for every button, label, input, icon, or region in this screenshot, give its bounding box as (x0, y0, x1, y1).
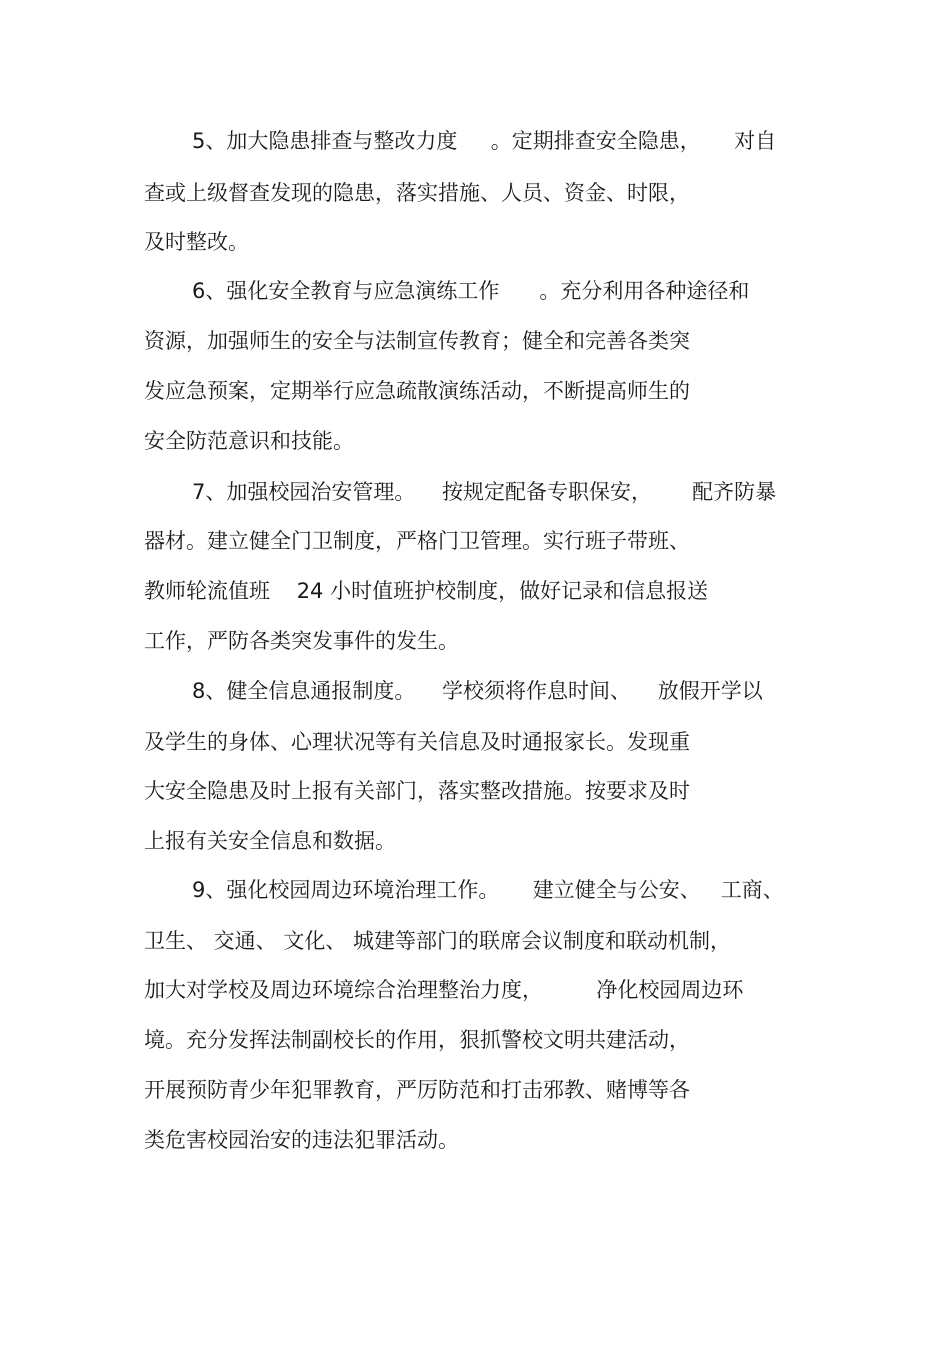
paragraph-line: 资源，加强师生的安全与法制宣传教育；健全和完善各类突 (144, 329, 690, 353)
paragraph-line: 5、加大隐患排查与整改力度 。定期排查安全隐患， 对自 (192, 129, 777, 153)
paragraph-line: 工作，严防各类突发事件的发生。 (144, 629, 459, 653)
paragraph-line: 上报有关安全信息和数据。 (144, 829, 396, 853)
paragraph-line: 加大对学校及周边环境综合治理整治力度， 净化校园周边环 (144, 978, 744, 1002)
paragraph-line: 安全防范意识和技能。 (144, 429, 354, 453)
paragraph-line: 8、健全信息通报制度。 学校须将作息时间、 放假开学以 (192, 679, 763, 703)
paragraph-line: 9、强化校园周边环境治理工作。 建立健全与公安、 工商、 (192, 878, 784, 902)
paragraph-line: 查或上级督查发现的隐患，落实措施、人员、资金、时限， (144, 181, 690, 205)
paragraph-line: 卫生、 交通、 文化、 城建等部门的联席会议制度和联动机制， (144, 929, 732, 953)
paragraph-line: 7、加强校园治安管理。 按规定配备专职保安， 配齐防暴 (192, 480, 777, 504)
paragraph-line: 器材。建立健全门卫制度，严格门卫管理。实行班子带班、 (144, 529, 690, 553)
paragraph-line: 开展预防青少年犯罪教育，严厉防范和打击邪教、赌博等各 (144, 1078, 690, 1102)
paragraph-line: 类危害校园治安的违法犯罪活动。 (144, 1128, 459, 1152)
paragraph-line: 大安全隐患及时上报有关部门，落实整改措施。按要求及时 (144, 779, 690, 803)
paragraph-line: 及时整改。 (144, 230, 249, 254)
paragraph-line: 教师轮流值班 24 小时值班护校制度，做好记录和信息报送 (144, 579, 709, 603)
paragraph-line: 境。充分发挥法制副校长的作用，狠抓警校文明共建活动， (144, 1028, 690, 1052)
paragraph-line: 6、强化安全教育与应急演练工作 。充分利用各种途径和 (192, 279, 750, 303)
paragraph-line: 及学生的身体、心理状况等有关信息及时通报家长。发现重 (144, 730, 690, 754)
paragraph-line: 发应急预案，定期举行应急疏散演练活动，不断提高师生的 (144, 379, 690, 403)
